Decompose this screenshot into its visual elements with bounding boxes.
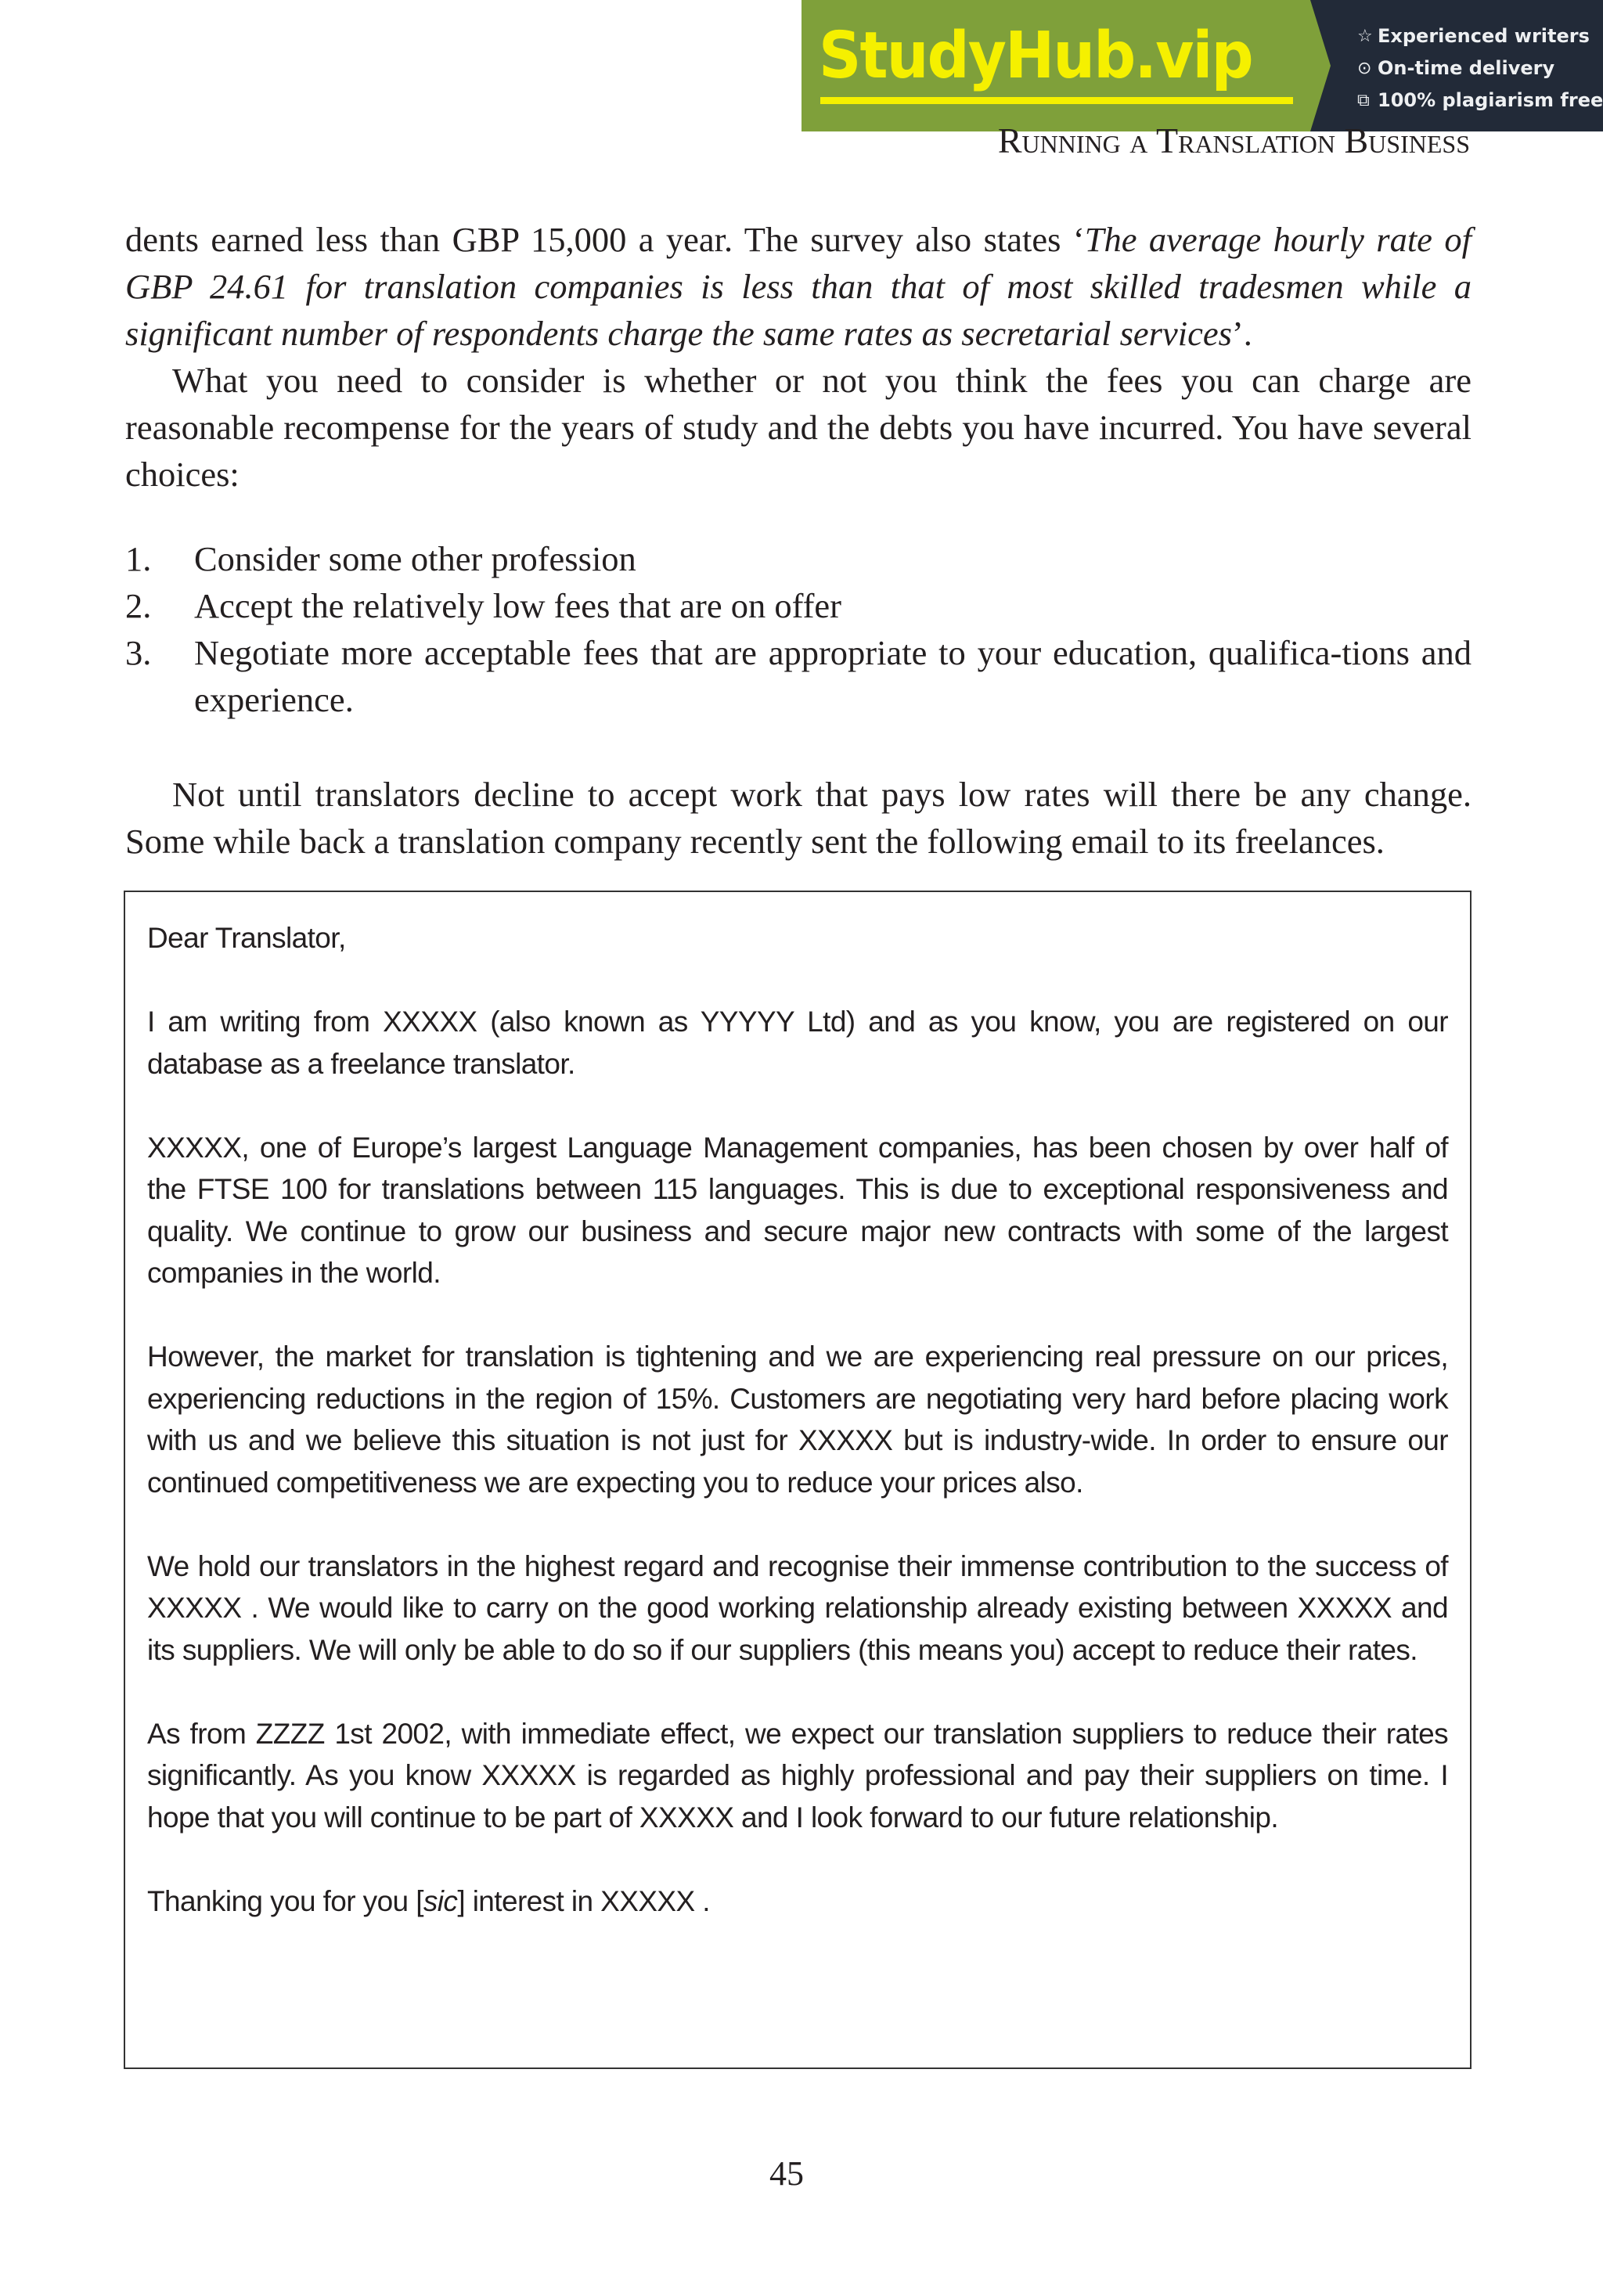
brand-underline	[820, 97, 1296, 104]
email-paragraph: We hold our translators in the highest regard and recognise their immense contribution to the success of XXXXX . We would like to carry on the good working relationship already existing between XXXXX and its suppliers. We will only be able to do so if our suppliers (this means you) accept to reduce their rates.	[147, 1549, 1448, 1666]
closing-text: Thanking you for you [	[147, 1884, 423, 1917]
clock-icon: ⊙	[1357, 59, 1372, 78]
email-paragraph: XXXXX, one of Europe’s largest Language Management companies, has been chosen by over half of the FTSE 100 for translations between 115 languages. This is due to exceptional responsiveness and quality. We continue to grow our business and secure major new contracts with some of the largest companies in the world.	[147, 1131, 1448, 1289]
paragraph-survey	[125, 216, 1472, 357]
list-number: 2.	[125, 586, 152, 625]
email-paragraph: However, the market for translation is tightening and we are experiencing real pressure on our prices, experiencing reductions in the region of 15%. Customers are negotiating very hard before placing work with us and we believe this situation is not just for XXXXX but is industry-wide. In order to ensure our continued competitiveness we are expecting you to reduce your prices also.	[147, 1341, 1448, 1499]
page-number: 45	[769, 2154, 804, 2193]
banner-green-panel	[802, 0, 1312, 131]
closing-text: ] interest in XXXXX .	[457, 1884, 710, 1917]
list-number: 3.	[125, 633, 152, 672]
email-body	[147, 917, 1448, 1964]
list-item	[125, 629, 1472, 723]
list-text: Consider some other profession	[194, 539, 636, 578]
feature-label: Experienced writers	[1378, 25, 1590, 47]
paragraph-consider: What you need to consider is whether or not you think the fees you can charge are reasonable recompense for the years of study and the debts you have incurred. You have several choices:	[125, 361, 1472, 494]
email-paragraph: I am writing from XXXXX (also known as YYYYY Ltd) and as you know, you are registered on our database as a freelance translator.	[147, 1006, 1448, 1080]
email-paragraph: As from ZZZZ 1st 2002, with immediate effect, we expect our translation suppliers to reduce their rates significantly. As you know XXXXX is regarded as highly professional and pay their suppliers on time. I hope that you will continue to be part of XXXXX and I look forward to our future relationship.	[147, 1717, 1448, 1834]
email-greeting: Dear Translator,	[147, 922, 346, 954]
paragraph-not-until: Not until translators decline to accept work that pays low rates will there be any change. Some while back a translation company recently sent the following email to its freelances.	[125, 775, 1472, 861]
list-text: Accept the relatively low fees that are on offer	[194, 586, 841, 625]
paragraph-text: dents earned less than GBP 15,000 a year. The survey also states ‘	[125, 220, 1085, 259]
feature-list	[1357, 20, 1603, 117]
list-number: 1.	[125, 539, 152, 578]
feature-experienced-writers	[1357, 20, 1603, 52]
sic-marker: sic	[423, 1884, 458, 1917]
list-text: Negotiate more acceptable fees that are appropriate to your education, qualifica-tions and experience.	[194, 633, 1472, 719]
list-item	[125, 535, 1472, 582]
feature-on-time-delivery	[1357, 52, 1603, 85]
email-quote-box	[124, 891, 1472, 2069]
brand-logo[interactable]: StudyHub.vip	[819, 19, 1252, 93]
copy-icon: ⧉	[1357, 91, 1370, 110]
feature-label: 100% plagiarism free	[1378, 89, 1603, 111]
running-head: Running a Translation Business	[997, 121, 1470, 160]
choices-list	[125, 535, 1472, 723]
email-closing	[147, 1880, 1448, 1923]
star-icon: ☆	[1357, 27, 1373, 46]
quote-close: ’.	[1231, 314, 1252, 353]
feature-plagiarism-free	[1357, 85, 1603, 117]
studyhub-banner[interactable]	[802, 0, 1603, 131]
survey-quote: The average hourly rate of GBP 24.61 for translation companies is less than that of most skilled tradesmen while a significant number of respondents charge the same rates as secretarial services	[125, 220, 1472, 353]
feature-label: On-time delivery	[1378, 57, 1555, 79]
list-item	[125, 582, 1472, 629]
